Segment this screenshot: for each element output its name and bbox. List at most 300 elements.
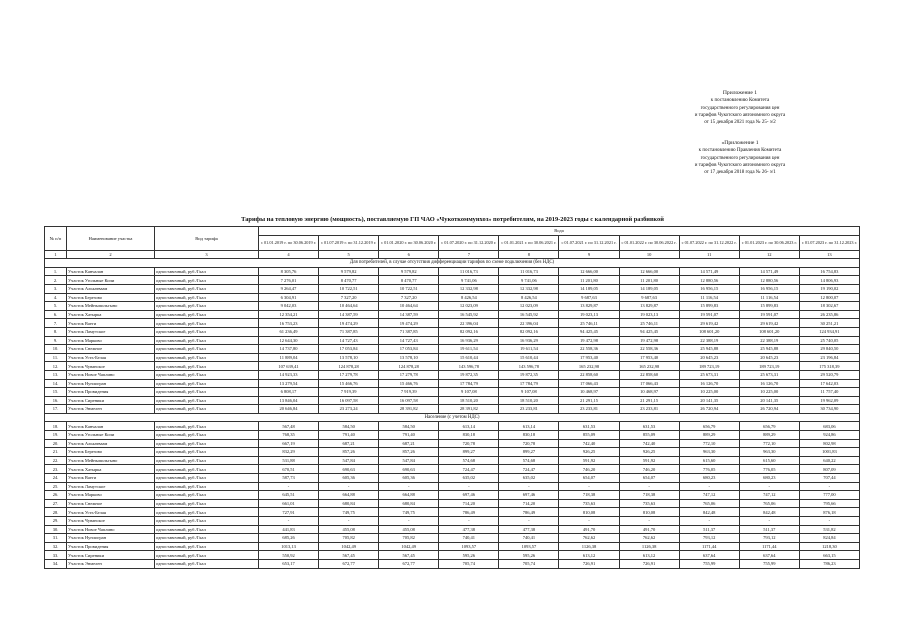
tariff-value: 15 466,76 — [319, 379, 379, 388]
header-line: от 15 декабря 2021 года № 25- э/2 — [704, 120, 776, 126]
tariff-value: 664,88 — [379, 491, 439, 500]
column-number-row — [45, 250, 860, 259]
tariff-value: 13 279,54 — [259, 379, 319, 388]
tariff-value: 824,84 — [799, 534, 859, 543]
tariff-value: 12 354,21 — [259, 310, 319, 319]
tariff-value: 107 639,41 — [259, 362, 319, 371]
header-line: «Приложение 1 — [721, 140, 759, 146]
tariff-value: 14 806,93 — [799, 276, 859, 285]
tariff-value: 793,12 — [679, 534, 739, 543]
tariff-value: 15 610,44 — [499, 353, 559, 362]
tariff-value: 899,27 — [439, 448, 499, 457]
tariff-value: 16 126,70 — [739, 379, 799, 388]
table-row — [45, 379, 860, 388]
tariff-type: одноставочный, руб./Гкал — [155, 431, 259, 440]
tariff-value: 14 571,49 — [739, 267, 799, 276]
tariff-value: 7 919,39 — [379, 388, 439, 397]
tariff-value: 20 645,23 — [739, 353, 799, 362]
header-line: и тарифов Чукотского автономного округа — [694, 112, 786, 118]
tariff-value: 899,27 — [499, 448, 559, 457]
tariff-value: 19 611,54 — [439, 345, 499, 354]
tariff-value: 613,14 — [499, 422, 559, 431]
row-number: 21. — [45, 448, 67, 457]
site-name: Участок Усть-Белая — [67, 353, 155, 362]
tariff-value: 13 578,10 — [319, 353, 379, 362]
tariff-value: 697,46 — [499, 491, 559, 500]
column-number: 12 — [739, 250, 799, 259]
tariff-value: 165 232,98 — [559, 362, 619, 371]
tariff-value: 29 520,79 — [799, 370, 859, 379]
tariff-value: 595,26 — [439, 551, 499, 560]
tariff-value: 1093,57 — [439, 542, 499, 551]
table-row — [45, 345, 860, 354]
tariff-value: 10 225,00 — [679, 388, 739, 397]
tariff-value: - — [379, 517, 439, 526]
tariff-value: 17 642,03 — [799, 379, 859, 388]
tariff-value: 94 425,45 — [559, 327, 619, 336]
tariff-value: 720,78 — [499, 439, 559, 448]
table-row — [45, 319, 860, 328]
tariff-value: 19 190,02 — [799, 284, 859, 293]
tariff-value: 772,10 — [679, 439, 739, 448]
tariff-value: 143 596,78 — [499, 362, 559, 371]
site-name: Участок Нунлигран — [67, 534, 155, 543]
tariff-value: 17 953,40 — [619, 353, 679, 362]
column-number: 9 — [559, 250, 619, 259]
tariff-value: 11 889,04 — [259, 353, 319, 362]
tariff-type: одноставочный, руб./Гкал — [155, 319, 259, 328]
row-number: 5. — [45, 302, 67, 311]
site-name: Участок Марково — [67, 491, 155, 500]
tariff-value: 19 872,35 — [439, 370, 499, 379]
tariff-value: 9 107,08 — [439, 388, 499, 397]
tariff-value: 16 956,15 — [739, 284, 799, 293]
tariff-type: одноставочный, руб./Гкал — [155, 310, 259, 319]
tariff-value: - — [259, 517, 319, 526]
tariff-value: 574,68 — [499, 456, 559, 465]
site-name: Участок Канчалан — [67, 267, 155, 276]
tariff-value: 613,12 — [559, 551, 619, 560]
site-name: Участок Провидения — [67, 388, 155, 397]
tariff-value: 18 510,20 — [499, 396, 559, 405]
tariff-value: 23 233,81 — [619, 405, 679, 414]
tariff-value: 777,00 — [799, 491, 859, 500]
tariff-value: 663,15 — [799, 551, 859, 560]
tariff-value: 20 645,23 — [679, 353, 739, 362]
tariff-value: 189 723,19 — [739, 362, 799, 371]
tariff-value: 714,20 — [439, 499, 499, 508]
tariff-value: - — [799, 517, 859, 526]
table-row — [45, 534, 860, 543]
tariff-value: 441,83 — [259, 525, 319, 534]
tariff-value: 491,70 — [619, 525, 679, 534]
tariff-value: 889,29 — [739, 431, 799, 440]
tariff-value: 165 232,98 — [619, 362, 679, 371]
tariff-type: одноставочный, руб./Гкал — [155, 456, 259, 465]
tariff-value: 9 042,03 — [259, 302, 319, 311]
period-header: с 01.01.2020 г. по 30.06.2020 г. — [379, 235, 439, 250]
tariff-value: 22 396,04 — [499, 319, 559, 328]
tariff-value: 16 936,29 — [499, 336, 559, 345]
document-title: Тарифы на тепловую энергию (мощность), поставляемую ГП ЧАО «Чукоткоммунхоз» потребителям, на 2019-2023 годы с календарной разбивкой — [241, 216, 664, 223]
tariff-value: 23 233,81 — [499, 405, 559, 414]
tariff-value: 810,08 — [619, 508, 679, 517]
table-row — [45, 491, 860, 500]
tariff-value: 18 510,20 — [439, 396, 499, 405]
tariff-value: 11 757,40 — [799, 388, 859, 397]
tariff-value: 22 396,04 — [439, 319, 499, 328]
tariff-value: 635,02 — [439, 474, 499, 483]
table-row — [45, 302, 860, 311]
tariff-value: - — [439, 482, 499, 491]
site-name: Участок Хатырка — [67, 465, 155, 474]
tariff-value: 664,88 — [319, 491, 379, 500]
row-number: 4. — [45, 293, 67, 302]
tariff-value: 124 878,28 — [319, 362, 379, 371]
tariff-value: - — [619, 482, 679, 491]
tariff-value: 14 189,05 — [559, 284, 619, 293]
tariff-value: 26 720,94 — [739, 405, 799, 414]
tariff-type: одноставочный, руб./Гкал — [155, 448, 259, 457]
tariff-value: 654,07 — [559, 474, 619, 483]
tariff-value: 16 097,58 — [319, 396, 379, 405]
tariff-type: одноставочный, руб./Гкал — [155, 482, 259, 491]
tariff-value: 1042,49 — [379, 542, 439, 551]
row-number: 3. — [45, 284, 67, 293]
tariff-type: одноставочный, руб./Гкал — [155, 551, 259, 560]
period-header: с 01.07.2023 г. по 31.12.2023 г. — [799, 235, 859, 250]
tariff-value: 746,20 — [619, 465, 679, 474]
tariff-value: 15 899,83 — [739, 302, 799, 311]
tariff-value: 8 426,54 — [439, 293, 499, 302]
tariff-value: 14 923,33 — [259, 370, 319, 379]
row-number: 13. — [45, 370, 67, 379]
row-number: 20. — [45, 439, 67, 448]
column-number: 2 — [67, 250, 155, 259]
tariff-value: 21 291,15 — [559, 396, 619, 405]
table-row — [45, 499, 860, 508]
tariff-value: 1171,44 — [679, 542, 739, 551]
table-row — [45, 388, 860, 397]
tariff-value: 765,06 — [739, 499, 799, 508]
tariff-value: 842,48 — [679, 508, 739, 517]
tariff-value: 10 468,97 — [619, 388, 679, 397]
header-number: № п/п — [45, 227, 67, 251]
site-name: Участок Чуванское — [67, 362, 155, 371]
site-name: Участок Снежное — [67, 345, 155, 354]
tariff-type: одноставочный, руб./Гкал — [155, 362, 259, 371]
table-row — [45, 353, 860, 362]
tariff-type: одноставочный, руб./Гкал — [155, 405, 259, 414]
tariff-value: 768,35 — [259, 431, 319, 440]
tariff-value: 28 391,82 — [439, 405, 499, 414]
tariff-value: 12 023,09 — [439, 302, 499, 311]
tariff-value: 455,08 — [379, 525, 439, 534]
tariff-value: 6 808,17 — [259, 388, 319, 397]
header-line: к постановлению Комитета — [710, 98, 770, 104]
site-name: Участок Ламутское — [67, 327, 155, 336]
row-number: 26. — [45, 491, 67, 500]
tariff-value: 11 201,80 — [619, 276, 679, 285]
tariff-value: 740,41 — [499, 534, 559, 543]
site-name: Участок Усть-Белая — [67, 508, 155, 517]
tariff-value: 7 327,20 — [319, 293, 379, 302]
site-name: Участок Энмелен — [67, 559, 155, 568]
tariff-value: 22 558,36 — [619, 345, 679, 354]
tariff-value: 1001,83 — [799, 448, 859, 457]
row-number: 33. — [45, 551, 67, 560]
tariff-value: 16 545,92 — [499, 310, 559, 319]
tariff-value: 705,82 — [379, 534, 439, 543]
site-name: Участок Мейныпильгыно — [67, 456, 155, 465]
tariff-value: 654,07 — [619, 474, 679, 483]
tariff-type: одноставочный, руб./Гкал — [155, 396, 259, 405]
tariff-value: - — [499, 482, 559, 491]
tariff-value: 889,29 — [679, 431, 739, 440]
site-name: Участок Ваеги — [67, 474, 155, 483]
table-row — [45, 284, 860, 293]
tariff-value: 1126,38 — [559, 542, 619, 551]
period-header: с 01.07.2020 г. по 31.12.2020 г. — [439, 235, 499, 250]
tariff-value: 14 387,59 — [379, 310, 439, 319]
tariff-value: 15 899,83 — [679, 302, 739, 311]
table-row — [45, 525, 860, 534]
tariff-value: 30 734,90 — [799, 405, 859, 414]
tariff-value: 8 426,54 — [499, 293, 559, 302]
row-number: 18. — [45, 422, 67, 431]
tariff-value: 12 644,30 — [259, 336, 319, 345]
tariff-value: 25 746,11 — [559, 319, 619, 328]
tariff-value: 531,88 — [259, 456, 319, 465]
tariff-value: 855,09 — [559, 431, 619, 440]
table-row — [45, 396, 860, 405]
row-number: 32. — [45, 542, 67, 551]
row-number: 16. — [45, 396, 67, 405]
tariff-value: 613,14 — [439, 422, 499, 431]
tariff-value: 71 387,85 — [379, 327, 439, 336]
tariff-value: 11 116,54 — [739, 293, 799, 302]
tariff-value: 680,84 — [379, 499, 439, 508]
tariff-value: 613,12 — [619, 551, 679, 560]
tariff-value: 16 097,58 — [379, 396, 439, 405]
header-line: к постановлению Правления Комитета — [698, 148, 782, 154]
tariff-value: 776,05 — [679, 465, 739, 474]
tariff-value: 28 391,82 — [379, 405, 439, 414]
row-number: 29. — [45, 517, 67, 526]
tariff-value: 23 196,84 — [799, 353, 859, 362]
row-number: 30. — [45, 525, 67, 534]
tariff-value: 22 388,19 — [679, 336, 739, 345]
tariff-value: 22 388,19 — [739, 336, 799, 345]
tariff-value: 637,64 — [679, 551, 739, 560]
tariff-value: 14 387,59 — [319, 310, 379, 319]
tariff-value: 707,44 — [799, 474, 859, 483]
tariff-value: 653,17 — [259, 559, 319, 568]
header-line: от 17 декабря 2018 года № 26- э/1 — [704, 170, 776, 176]
tariff-value: 12 880,56 — [739, 276, 799, 285]
tariff-value: 19 591,07 — [739, 310, 799, 319]
row-number: 6. — [45, 310, 67, 319]
row-number: 15. — [45, 388, 67, 397]
tariff-value: 1218,30 — [799, 542, 859, 551]
tariff-value: 749,75 — [319, 508, 379, 517]
tariff-value: 16 956,15 — [679, 284, 739, 293]
tariff-value: 25 673,31 — [739, 370, 799, 379]
tariff-value: 726,91 — [619, 559, 679, 568]
table-row — [45, 370, 860, 379]
tariff-value: 9 579,82 — [319, 267, 379, 276]
site-name: Участок Березово — [67, 448, 155, 457]
tariff-value: 14 571,49 — [679, 267, 739, 276]
tariff-value: 762,62 — [619, 534, 679, 543]
tariff-value: 17 066,43 — [619, 379, 679, 388]
tariff-value: 26 235,86 — [799, 310, 859, 319]
section-row — [45, 259, 860, 268]
tariff-value: 143 596,78 — [439, 362, 499, 371]
tariff-value: 511,37 — [739, 525, 799, 534]
tariff-value: 21 291,15 — [619, 396, 679, 405]
tariff-value: 25 945,88 — [739, 345, 799, 354]
tariff-value: 786,49 — [499, 508, 559, 517]
site-name: Участок Нунлигран — [67, 379, 155, 388]
tariff-value: - — [739, 517, 799, 526]
tariff-value: 20 646,84 — [259, 405, 319, 414]
tariff-value: 595,26 — [499, 551, 559, 560]
table-row — [45, 517, 860, 526]
tariff-value: 584,50 — [319, 422, 379, 431]
period-header: с 01.07.2022 г. по 31.12.2022 г. — [679, 235, 739, 250]
tariff-value: 82 092,16 — [499, 327, 559, 336]
tariff-value: 924,86 — [799, 431, 859, 440]
tariff-value: 13 829,87 — [559, 302, 619, 311]
period-header: с 01.01.2019 г. по 30.06.2019 г. — [259, 235, 319, 250]
tariff-value: 17 053,84 — [379, 345, 439, 354]
tariff-value: 705,82 — [319, 534, 379, 543]
tariff-value: 718,38 — [619, 491, 679, 500]
tariff-value: 10 464,64 — [379, 302, 439, 311]
tariff-value: 14 737,80 — [259, 345, 319, 354]
tariff-type: одноставочный, руб./Гкал — [155, 276, 259, 285]
row-number: 17. — [45, 405, 67, 414]
tariff-value: - — [559, 517, 619, 526]
row-number: 9. — [45, 336, 67, 345]
table-row — [45, 465, 860, 474]
tariff-value: 705,74 — [499, 559, 559, 568]
tariff-value: 680,23 — [739, 474, 799, 483]
tariff-value: 25 945,88 — [679, 345, 739, 354]
table-row — [45, 336, 860, 345]
tariff-type: одноставочный, руб./Гкал — [155, 517, 259, 526]
tariff-type: одноставочный, руб./Гкал — [155, 353, 259, 362]
tariff-value: 477,38 — [499, 525, 559, 534]
tariff-value: 683,06 — [799, 422, 859, 431]
tariff-value: 14 727,43 — [319, 336, 379, 345]
tariff-value: 742,40 — [619, 439, 679, 448]
tariff-value: 9 687,63 — [619, 293, 679, 302]
site-name: Участок Алькатваам — [67, 284, 155, 293]
tariff-value: - — [739, 482, 799, 491]
tariff-value: 12 800,07 — [799, 293, 859, 302]
tariff-value: 765,06 — [679, 499, 739, 508]
period-header: с 01.07.2019 г. по 31.12.2019 г. — [319, 235, 379, 250]
row-number: 25. — [45, 482, 67, 491]
tariff-value: 791,40 — [379, 431, 439, 440]
site-name: Участок Сиреники — [67, 396, 155, 405]
tariff-value: 727,91 — [259, 508, 319, 517]
tariff-value: 11 116,54 — [679, 293, 739, 302]
table-row — [45, 439, 860, 448]
tariff-type: одноставочный, руб./Гкал — [155, 542, 259, 551]
tariff-value: 25 746,11 — [619, 319, 679, 328]
tariff-value: 726,91 — [559, 559, 619, 568]
tariff-value: 23 273,24 — [319, 405, 379, 414]
tariff-value: 631,53 — [619, 422, 679, 431]
tariff-value: 124 878,28 — [379, 362, 439, 371]
tariff-value: 1042,49 — [319, 542, 379, 551]
tariff-value: 19 591,07 — [679, 310, 739, 319]
header-line: государственного регулирования цен — [700, 105, 780, 111]
tariff-value: 697,46 — [439, 491, 499, 500]
tariff-value: 631,53 — [559, 422, 619, 431]
period-header: с 01.01.2022 г. по 30.06.2022 г. — [619, 235, 679, 250]
tariff-table — [44, 226, 860, 569]
tariff-value: 786,49 — [439, 508, 499, 517]
tariff-value: 567,45 — [319, 551, 379, 560]
tariff-value: 8 470,77 — [319, 276, 379, 285]
tariff-value: 857,26 — [319, 448, 379, 457]
tariff-value: 1013,13 — [259, 542, 319, 551]
tariff-value: 584,50 — [379, 422, 439, 431]
site-name: Участок Мейныпильгыно — [67, 302, 155, 311]
table-row — [45, 508, 860, 517]
tariff-value: 108 601,20 — [679, 327, 739, 336]
row-number: 1. — [45, 267, 67, 276]
tariff-value: 17 066,43 — [559, 379, 619, 388]
tariff-value: 656,79 — [679, 422, 739, 431]
row-number: 7. — [45, 319, 67, 328]
tariff-value: - — [619, 517, 679, 526]
tariff-value: 17 279,78 — [379, 370, 439, 379]
column-number: 7 — [439, 250, 499, 259]
tariff-value: 705,74 — [439, 559, 499, 568]
tariff-value: 16 936,29 — [439, 336, 499, 345]
site-name: Участок Хатырка — [67, 310, 155, 319]
tariff-value: 830,18 — [499, 431, 559, 440]
tariff-type: одноставочный, руб./Гкал — [155, 559, 259, 568]
period-header: с 01.01.2023 г. по 30.06.2023 г. — [739, 235, 799, 250]
tariff-value: 690,63 — [379, 465, 439, 474]
tariff-value: 71 387,85 — [319, 327, 379, 336]
tariff-type: одноставочный, руб./Гкал — [155, 439, 259, 448]
tariff-value: 591,92 — [559, 456, 619, 465]
site-name: Участок Провидения — [67, 542, 155, 551]
tariff-value: - — [799, 482, 859, 491]
tariff-value: 791,40 — [319, 431, 379, 440]
tariff-value: 17 279,78 — [319, 370, 379, 379]
site-name: Участок Новое Чаплино — [67, 370, 155, 379]
site-name: Участок Угольные Копи — [67, 431, 155, 440]
appendix-1-header — [640, 90, 840, 126]
tariff-value: 672,77 — [379, 559, 439, 568]
header-line: и тарифов Чукотского автономного округа — [694, 162, 786, 168]
table-row — [45, 422, 860, 431]
tariff-value: 12 023,09 — [499, 302, 559, 311]
table-row — [45, 542, 860, 551]
header-site-name: Наименование участка — [67, 227, 155, 251]
row-number: 10. — [45, 345, 67, 354]
tariff-value: 25 740,05 — [799, 336, 859, 345]
row-number: 2. — [45, 276, 67, 285]
